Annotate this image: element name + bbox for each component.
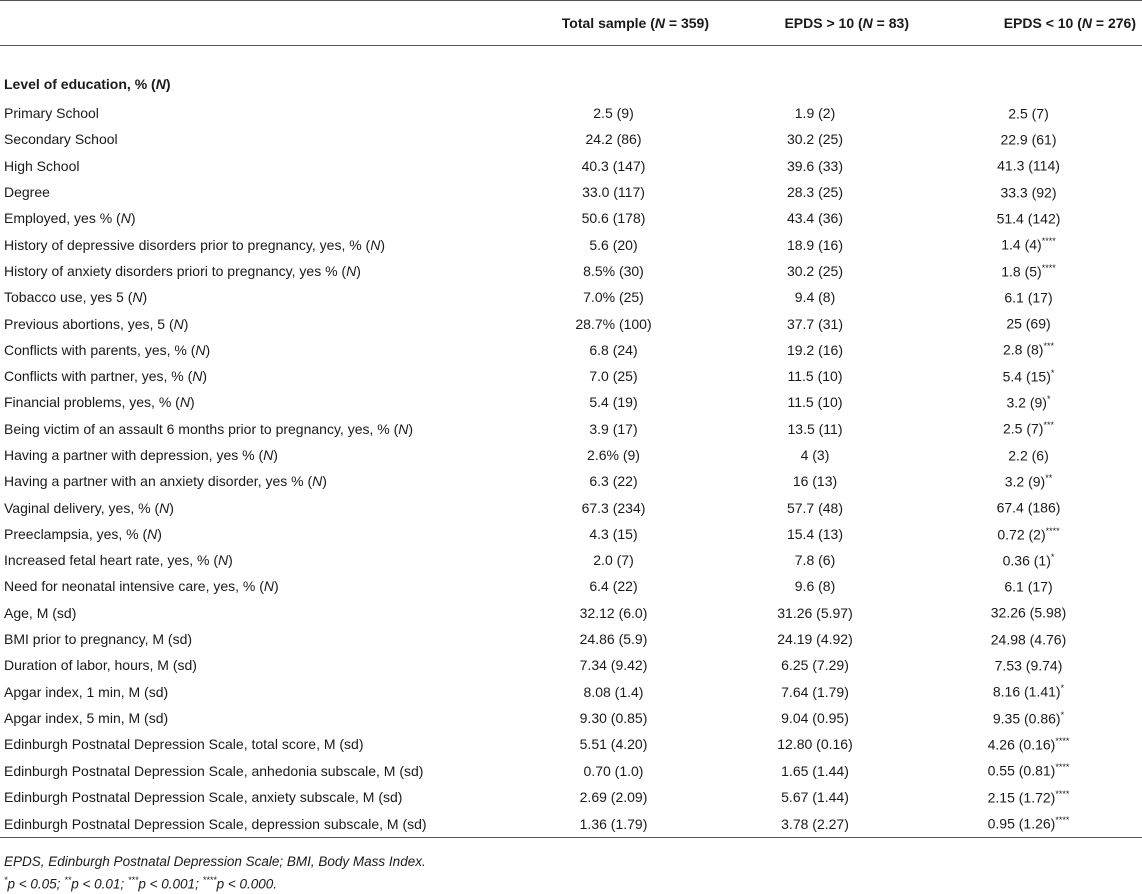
significance-marker: * [1050, 367, 1055, 378]
cell-epds-high: 9.4 (8) [794, 289, 836, 306]
table-notes [0, 852, 1142, 894]
table-row [0, 521, 1142, 547]
cell-epds-high: 7.8 (6) [794, 552, 836, 569]
header-label-col [0, 1, 512, 46]
cell-epds-high: 16 (13) [792, 473, 838, 490]
cell-epds-low: 7.53 (9.74) [994, 657, 1063, 674]
significance-marker: * [1050, 551, 1055, 562]
significance-marker: **** [1055, 762, 1070, 773]
cell-epds-low: 33.3 (92) [1000, 184, 1057, 201]
cell-epds-high: 1.65 (1.44) [781, 762, 849, 779]
table-row [0, 126, 1142, 152]
cell-total-sample: 40.3 (147) [581, 157, 646, 174]
row-label: Having a partner with depression, yes % (N) [4, 447, 278, 463]
cell-total-sample: 6.4 (22) [589, 578, 638, 595]
footnote-text: p < 0.000. [216, 876, 278, 892]
header-epds-low: EPDS < 10 (N = 276) [915, 1, 1142, 46]
row-label: Previous abortions, yes, 5 (N) [4, 315, 189, 332]
cell-epds-low: 41.3 (114) [997, 158, 1060, 175]
cell-epds-low: 8.16 (1.41)* [992, 683, 1065, 700]
footnote-marker: * [4, 875, 8, 886]
table-row [0, 547, 1142, 573]
table-row [0, 100, 1142, 126]
row-label: Secondary School [4, 131, 118, 148]
cell-total-sample: 67.3 (234) [581, 499, 646, 516]
footnote-marker: **** [202, 875, 217, 886]
cell-total-sample: 7.0% (25) [583, 289, 644, 306]
cell-total-sample: 7.0 (25) [589, 368, 638, 385]
row-label: Conflicts with parents, yes, % (N) [4, 341, 211, 358]
cell-epds-high: 28.3 (25) [786, 184, 844, 201]
cell-total-sample: 5.6 (20) [589, 236, 638, 253]
row-label: Tobacco use, yes 5 (N) [4, 289, 148, 306]
cell-total-sample: 3.9 (17) [589, 420, 638, 437]
cell-epds-low: 0.72 (2)**** [997, 525, 1060, 543]
cell-epds-low: 51.4 (142) [996, 210, 1061, 227]
cell-epds-high: 13.5 (11) [787, 420, 843, 437]
cell-epds-low: 6.1 (17) [1004, 578, 1053, 595]
cell-epds-low: 9.35 (0.86)* [992, 709, 1065, 727]
row-label: Edinburgh Postnatal Depression Scale, anhedonia subscale, M (sd) [4, 762, 424, 779]
cell-epds-high: 18.9 (16) [786, 236, 844, 253]
table-row [0, 494, 1142, 520]
cell-total-sample: 6.8 (24) [589, 341, 638, 358]
cell-epds-low: 24.98 (4.76) [990, 631, 1067, 648]
cell-epds-low: 2.8 (8)*** [1003, 341, 1054, 359]
cell-epds-high: 31.26 (5.97) [777, 604, 853, 621]
significance-marker: ** [1045, 472, 1053, 483]
cell-epds-high: 57.7 (48) [786, 499, 844, 516]
cell-total-sample: 9.30 (0.85) [579, 709, 648, 726]
cell-epds-high: 3.78 (2.27) [715, 810, 915, 838]
footnote-text: p < 0.001; [138, 876, 203, 892]
row-label: Degree [4, 184, 50, 201]
cell-total-sample: 0.70 (1.0) [583, 762, 644, 779]
cell-total-sample: 50.6 (178) [581, 210, 646, 227]
cell-epds-low: 0.55 (0.81)**** [987, 762, 1070, 779]
significance-marker: *** [1043, 341, 1054, 352]
row-label: History of anxiety disorders priori to pregnancy, yes % (N) [4, 262, 361, 279]
cell-epds-low: 2.5 (7) [1008, 105, 1049, 122]
significance-marker: **** [1041, 262, 1056, 273]
table-row [0, 205, 1142, 231]
table-row [0, 626, 1142, 652]
significance-marker: **** [1045, 525, 1060, 536]
table-row [0, 731, 1142, 757]
notes-significance [4, 871, 1142, 894]
cell-epds-high: 1.9 (2) [794, 105, 836, 122]
table-row [0, 573, 1142, 599]
cell-total-sample: 8.5% (30) [583, 262, 644, 279]
cell-epds-low: 2.2 (6) [1008, 447, 1049, 464]
table-row [0, 810, 1142, 838]
section-row [0, 46, 1142, 101]
cell-total-sample: 2.6% (9) [587, 447, 640, 463]
cell-epds-low: 32.26 (5.98) [990, 605, 1067, 622]
header-row [0, 1, 1142, 46]
significance-marker: **** [1055, 815, 1070, 826]
significance-marker: * [1046, 394, 1051, 405]
cell-total-sample: 6.3 (22) [589, 473, 638, 490]
cell-epds-high: 39.6 (33) [786, 157, 844, 174]
cell-epds-low: 6.1 (17) [1004, 289, 1053, 306]
table-row [0, 416, 1142, 442]
significance-marker: * [1060, 683, 1065, 694]
row-label: Increased fetal heart rate, yes, % (N) [4, 552, 233, 569]
cell-epds-high: 37.7 (31) [786, 315, 844, 332]
table-row [0, 600, 1142, 626]
cell-total-sample: 33.0 (117) [582, 184, 645, 201]
table-row [0, 679, 1142, 705]
row-label: Employed, yes % (N) [4, 210, 136, 227]
table-row [0, 757, 1142, 783]
footnote-text: p < 0.01; [71, 876, 128, 892]
cell-epds-high: 30.2 (25) [786, 131, 844, 148]
header-epds-high: EPDS > 10 (N = 83) [715, 1, 915, 46]
cell-total-sample: 2.0 (7) [593, 552, 634, 569]
table-row [0, 705, 1142, 731]
cell-epds-low: 5.4 (15)* [1002, 367, 1055, 385]
cell-epds-low: 2.5 (7)*** [1003, 420, 1054, 438]
cell-epds-low: 3.2 (9)* [1006, 394, 1051, 411]
table-row [0, 389, 1142, 415]
row-label: History of depressive disorders prior to pregnancy, yes, % (N) [4, 236, 386, 253]
footnote-marker: ** [64, 875, 72, 886]
notes-abbreviations: EPDS, Edinburgh Postnatal Depression Scale; BMI, Body Mass Index. [4, 854, 426, 870]
footnote-marker: *** [127, 875, 139, 886]
row-label: High School [4, 157, 80, 174]
cell-total-sample: 8.08 (1.4) [583, 683, 644, 700]
row-label: Vaginal delivery, yes, % (N) [4, 499, 174, 516]
table-row [0, 652, 1142, 678]
cell-epds-low: 22.9 (61) [1000, 131, 1057, 148]
cell-epds-low: 25 (69) [1006, 315, 1051, 332]
row-label: Age, M (sd) [4, 604, 77, 621]
cell-total-sample: 24.86 (5.9) [579, 631, 648, 648]
row-label: Preeclampsia, yes, % (N) [4, 525, 162, 542]
cell-epds-high: 11.5 (10) [787, 368, 843, 385]
table-row [0, 310, 1142, 336]
cell-epds-low: 4.26 (0.16)**** [987, 735, 1070, 753]
row-label: Edinburgh Postnatal Depression Scale, depression subscale, M (sd) [0, 810, 512, 838]
row-label: Need for neonatal intensive care, yes, % (N) [4, 578, 279, 595]
cell-epds-low: 1.8 (5)**** [1001, 262, 1056, 280]
row-label: Primary School [4, 105, 99, 122]
table-row [0, 258, 1142, 284]
cell-epds-high: 12.80 (0.16) [777, 736, 853, 753]
significance-marker: **** [1041, 236, 1056, 247]
cell-total-sample: 5.51 (4.20) [579, 736, 648, 753]
cell-total-sample: 24.2 (86) [585, 131, 642, 148]
cell-epds-low: 67.4 (186) [996, 499, 1061, 516]
significance-marker: *** [1043, 420, 1054, 431]
cell-total-sample: 2.5 (9) [593, 105, 634, 122]
cell-epds-low: 2.15 (1.72)**** [987, 788, 1070, 806]
row-label: Having a partner with an anxiety disorder, yes % (N) [4, 473, 327, 490]
table-row [0, 784, 1142, 810]
row-label: Apgar index, 5 min, M (sd) [4, 709, 169, 726]
row-label: Conflicts with partner, yes, % (N) [4, 368, 208, 385]
cell-epds-high: 9.6 (8) [794, 578, 836, 595]
cell-total-sample: 2.69 (2.09) [579, 788, 648, 805]
row-label: Apgar index, 1 min, M (sd) [4, 683, 169, 700]
table-row [0, 442, 1142, 468]
table-row [0, 337, 1142, 363]
footnote-text: p < 0.05; [7, 876, 65, 892]
section-label: Level of education, % (N) [4, 76, 171, 92]
table-row [0, 468, 1142, 494]
cell-epds-low: 1.4 (4)**** [1001, 236, 1056, 253]
row-label: Being victim of an assault 6 months prior to pregnancy, yes, % (N) [4, 420, 414, 437]
cell-epds-low: 3.2 (9)** [1004, 472, 1053, 490]
table-body [0, 46, 1142, 838]
row-label: Duration of labor, hours, M (sd) [4, 657, 197, 674]
cell-epds-high: 9.04 (0.95) [781, 709, 849, 726]
cell-total-sample: 28.7% (100) [575, 315, 652, 332]
cell-epds-high: 24.19 (4.92) [777, 631, 853, 648]
table-header [0, 1, 1142, 46]
cell-epds-high: 30.2 (25) [786, 262, 844, 279]
cell-epds-low: 0.36 (1)* [1002, 551, 1055, 569]
header-total-sample: Total sample (N = 359) [512, 1, 715, 46]
row-label: BMI prior to pregnancy, M (sd) [4, 631, 193, 648]
cell-total-sample: 4.3 (15) [589, 525, 638, 542]
significance-marker: * [1060, 709, 1065, 720]
significance-marker: **** [1055, 788, 1070, 799]
table-row [0, 284, 1142, 310]
cell-epds-high: 4 (3) [800, 447, 830, 463]
table-row [0, 363, 1142, 389]
cell-epds-high: 7.64 (1.79) [781, 683, 849, 700]
significance-marker: **** [1055, 735, 1070, 746]
cell-total-sample: 32.12 (6.0) [579, 604, 648, 621]
cell-epds-high: 11.5 (10) [787, 394, 843, 411]
cell-total-sample: 5.4 (19) [589, 394, 638, 411]
table-row [0, 179, 1142, 205]
table-row [0, 231, 1142, 257]
cell-epds-low: 0.95 (1.26)**** [915, 810, 1142, 838]
row-label: Edinburgh Postnatal Depression Scale, anxiety subscale, M (sd) [4, 788, 403, 805]
table-row [0, 153, 1142, 179]
row-label: Financial problems, yes, % (N) [4, 394, 195, 411]
cell-epds-high: 5.67 (1.44) [781, 788, 849, 805]
cell-total-sample: 1.36 (1.79) [512, 810, 715, 838]
cell-epds-high: 6.25 (7.29) [781, 657, 849, 674]
row-label: Edinburgh Postnatal Depression Scale, total score, M (sd) [4, 736, 364, 753]
cell-epds-high: 43.4 (36) [786, 210, 844, 227]
cell-epds-high: 15.4 (13) [786, 525, 844, 542]
cell-total-sample: 7.34 (9.42) [579, 657, 648, 674]
cell-epds-high: 19.2 (16) [786, 341, 844, 358]
